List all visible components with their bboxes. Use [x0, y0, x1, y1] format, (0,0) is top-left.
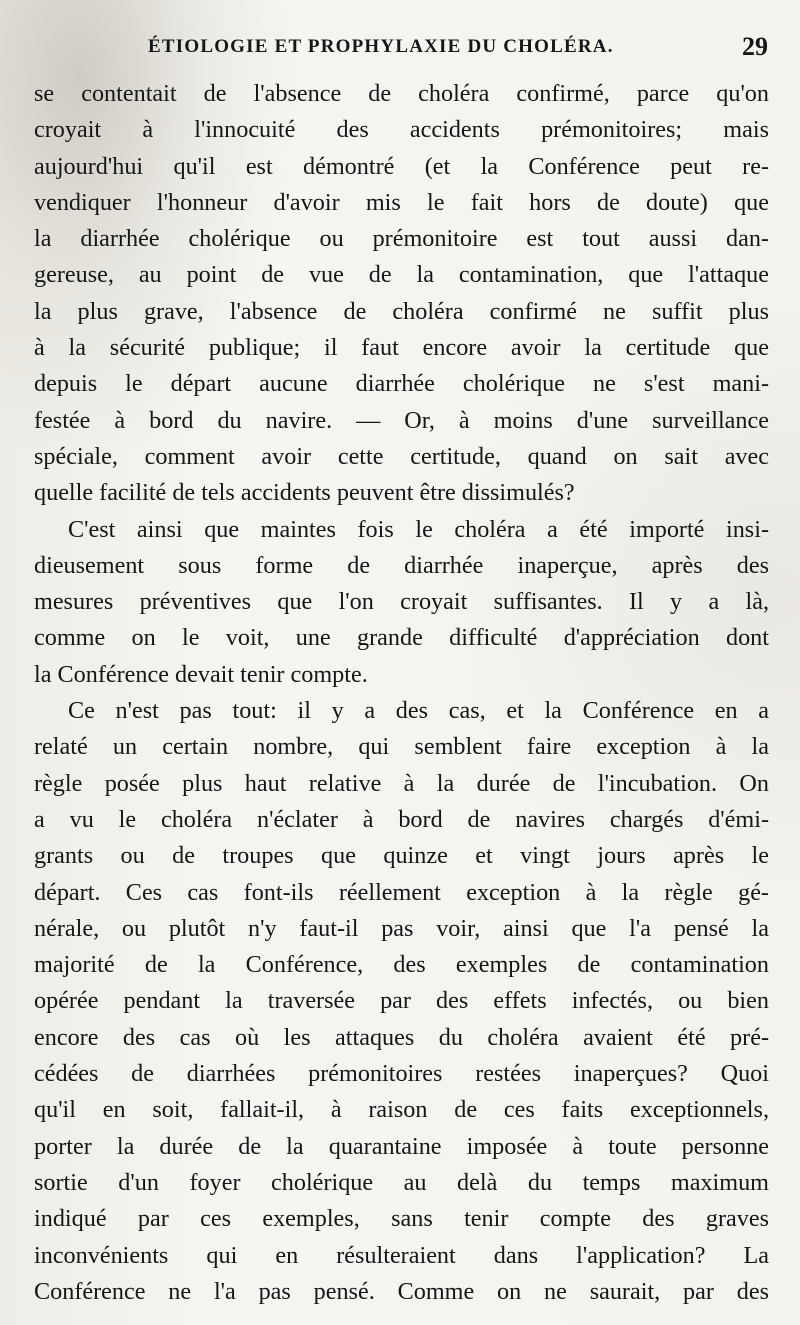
paragraph-first-line: Ce n'est pas tout: il y a des cas, et la Conférence en a	[68, 697, 769, 725]
text-line: encore des cas où les attaques du choléra avaient été pré-	[34, 1023, 769, 1051]
text-line: spéciale, comment avoir cette certitude, quand on sait avec	[34, 442, 769, 470]
text-line: grants ou de troupes que quinze et vingt jours après le	[34, 842, 769, 870]
text-line: la plus grave, l'absence de choléra confirmé ne suffit plus	[34, 297, 769, 325]
running-head	[148, 32, 768, 66]
text-line: opérée pendant la traversée par des effets infectés, ou bien	[34, 987, 769, 1015]
text-line: majorité de la Conférence, des exemples de contamination	[34, 951, 769, 979]
text-line: indiqué par ces exemples, sans tenir compte des graves	[34, 1205, 769, 1233]
text-line: Conférence ne l'a pas pensé. Comme on ne saurait, par des	[34, 1277, 769, 1305]
text-line: la Conférence devait tenir compte.	[34, 660, 368, 688]
text-line: comme on le voit, une grande difficulté d'appréciation dont	[34, 624, 769, 652]
text-line: la diarrhée cholérique ou prémonitoire est tout aussi dan-	[34, 225, 769, 253]
text-line: gereuse, au point de vue de la contamination, que l'attaque	[34, 261, 769, 289]
text-line: règle posée plus haut relative à la durée de l'incubation. On	[34, 769, 769, 797]
running-title: ÉTIOLOGIE ET PROPHYLAXIE DU CHOLÉRA.	[148, 36, 614, 57]
body-text	[34, 76, 769, 1310]
page-number: 29	[742, 32, 768, 61]
text-line: croyait à l'innocuité des accidents prémonitoires; mais	[34, 116, 769, 144]
text-line: dieusement sous forme de diarrhée inaperçue, après des	[34, 551, 769, 579]
text-line: qu'il en soit, fallait-il, à raison de ces faits exceptionnels,	[34, 1096, 769, 1124]
text-line: festée à bord du navire. — Or, à moins d'une surveillance	[34, 406, 769, 434]
text-line: aujourd'hui qu'il est démontré (et la Conférence peut re-	[34, 152, 769, 180]
text-line: depuis le départ aucune diarrhée cholérique ne s'est mani-	[34, 370, 769, 398]
text-line: quelle facilité de tels accidents peuvent être dissimulés?	[34, 479, 575, 507]
text-line: sortie d'un foyer cholérique au delà du temps maximum	[34, 1168, 769, 1196]
paragraph-first-line: C'est ainsi que maintes fois le choléra a été importé insi-	[68, 515, 769, 543]
text-line: cédées de diarrhées prémonitoires restées inaperçues? Quoi	[34, 1060, 769, 1088]
text-line: à la sécurité publique; il faut encore avoir la certitude que	[34, 334, 769, 362]
text-line: se contentait de l'absence de choléra confirmé, parce qu'on	[34, 80, 769, 107]
text-line: départ. Ces cas font-ils réellement exception à la règle gé-	[34, 878, 769, 906]
text-line: vendiquer l'honneur d'avoir mis le fait hors de doute) que	[34, 188, 769, 216]
text-line: nérale, ou plutôt n'y faut-il pas voir, ainsi que l'a pensé la	[34, 914, 769, 942]
text-line: mesures préventives que l'on croyait suffisantes. Il y a là,	[34, 588, 769, 616]
text-line: relaté un certain nombre, qui semblent faire exception à la	[34, 733, 769, 761]
text-line: porter la durée de la quarantaine imposée à toute personne	[34, 1132, 769, 1160]
text-line: a vu le choléra n'éclater à bord de navires chargés d'émi-	[34, 805, 769, 833]
text-line: inconvénients qui en résulteraient dans l'application? La	[34, 1241, 769, 1269]
